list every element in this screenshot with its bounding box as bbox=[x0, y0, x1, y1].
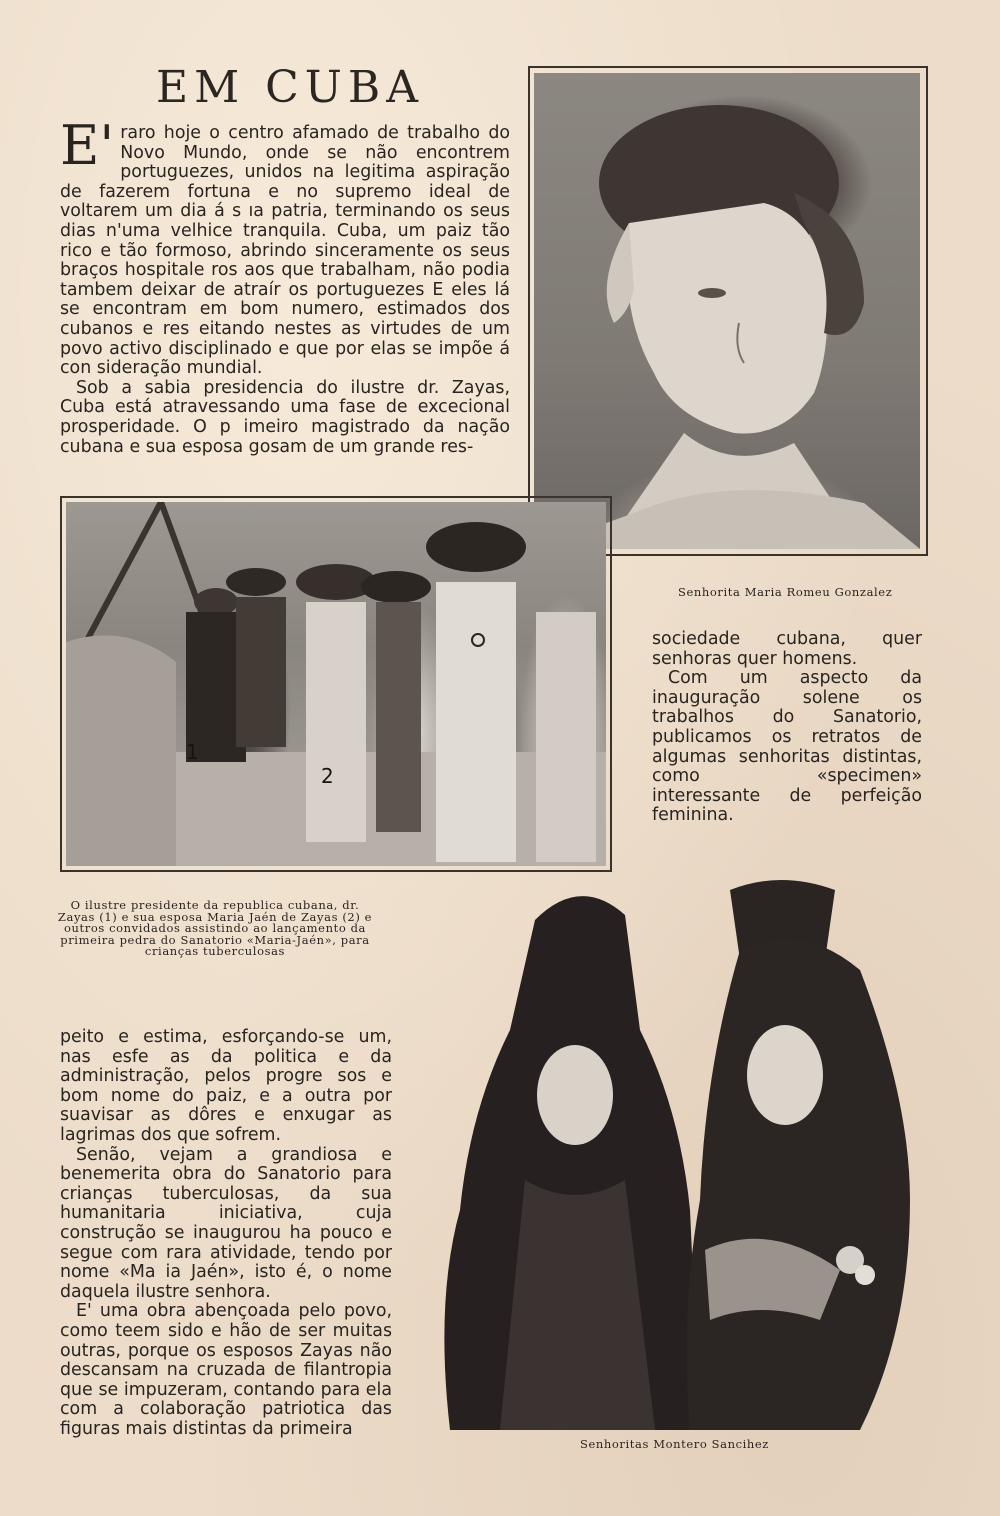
paragraph: sociedade cubana, quer senhoras quer homens. bbox=[652, 629, 922, 669]
drop-cap: E' bbox=[60, 114, 115, 177]
paragraph: Senão, vejam a grandiosa e benemerita obra do Sanatorio para crianças tuberculosas, da sua humanitaria iniciativa, cuja construção se inaugurou ha pouco e segue com rara atividade, tendo por nome «Ma ia Jaén», isto é, o nome daquela ilustre senhora. bbox=[60, 1144, 392, 1302]
photo-label-1: 1 bbox=[186, 740, 199, 764]
two-women-vignette bbox=[440, 880, 920, 1430]
group-photo-caption: O ilustre presidente da republica cubana, dr. Zayas (1) e sua esposa Maria Jaén de Zayas (2) e outros convidados assistindo ao lançamento da primeira pedra do Sanatorio «Maria-Jaén», para crianças tuberculosas bbox=[57, 898, 373, 959]
paragraph bbox=[60, 114, 510, 379]
paragraph: Com um aspecto da inauguração solene os trabalhos do Sanatorio, publicamos os retratos de algumas senhoritas distintas, como «specimen» interessante de perfeição feminina. bbox=[652, 668, 922, 826]
article-title: EM CUBA bbox=[155, 62, 424, 113]
sisters-photo-caption: Senhoritas Montero Sancihez bbox=[580, 1437, 769, 1451]
crowd-illustration bbox=[66, 502, 606, 866]
paragraph: E' uma obra abençoada pelo povo, como teem sido e hão de ser muitas outras, porque os esposos Zayas não descansam na cruzada de filantropia que se impuzeram, contando para ela com a colaboração patriotica das figuras mais distintas da primeira bbox=[60, 1301, 392, 1439]
article-column-bottom bbox=[60, 1028, 392, 1439]
portrait-caption: Senhorita Maria Romeu Gonzalez bbox=[678, 585, 893, 599]
paragraph: peito e estima, esforçando-se um, nas esfe as da politica e da administração, pelos progre sos e bom nome do paiz, e a outra por suavisar as dôres e enxugar as lagrimas dos que sofrem. bbox=[60, 1027, 392, 1145]
paragraph-text: raro hoje o centro afamado de trabalho do Novo Mundo, onde se não encontrem portuguezes, unidos na legitima aspiração de fazerem fortuna e no supremo ideal de voltarem um dia á s ıa patria, terminando os seus dias n'uma velhice tranquila. Cuba, um paiz tão rico e tão formoso, abrindo sinceramente os seus braços hospitale ros aos que trabalham, não podia tambem deixar de atraír os portuguezes E eles lá se encontram em bom numero, estimados dos cubanos e res eitando nestes as virtudes de um povo activo disciplinado e que por elas se impõe á con sideração mundial. bbox=[60, 123, 510, 379]
sisters-photo bbox=[440, 880, 920, 1430]
woman-profile-illustration bbox=[534, 73, 920, 549]
article-column-top bbox=[60, 114, 510, 457]
photo-label-2: 2 bbox=[321, 764, 334, 788]
group-photo bbox=[66, 502, 606, 866]
article-column-right bbox=[652, 630, 922, 826]
portrait-photo bbox=[534, 73, 920, 549]
paragraph: Sob a sabia presidencia do ilustre dr. Zayas, Cuba está atravessando uma fase de excecional prosperidade. O p imeiro magistrado da nação cubana e sua esposa gosam de um grande res- bbox=[60, 377, 510, 457]
